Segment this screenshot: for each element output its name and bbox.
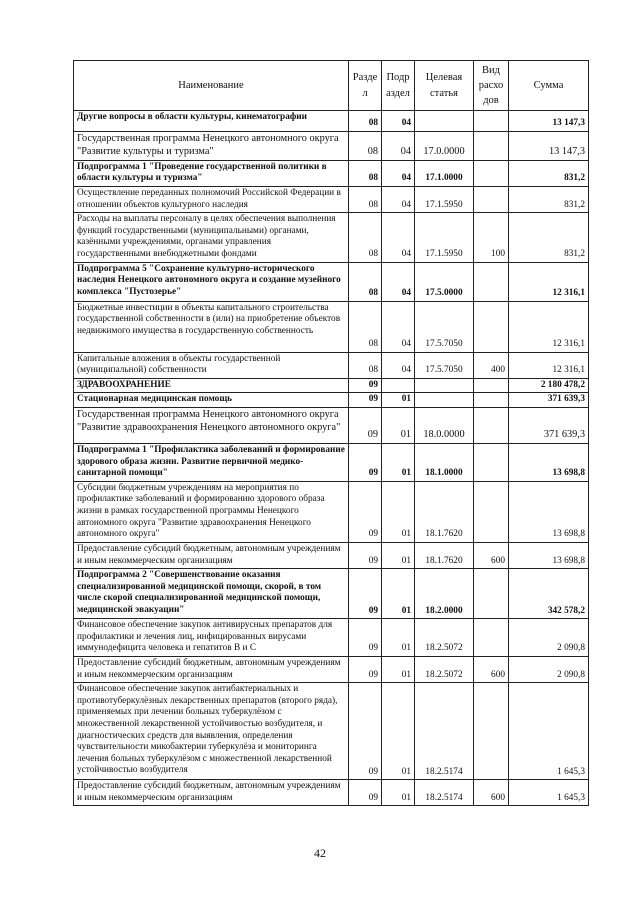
cell-name: Предоставление субсидий бюджетным, автономным учреждениям и иным некоммерческим организациям <box>74 780 349 806</box>
cell-podrazdel: 01 <box>382 656 415 682</box>
cell-razdel: 09 <box>349 481 382 542</box>
cell-podrazdel: 04 <box>382 132 415 161</box>
cell-razdel: 08 <box>349 186 382 212</box>
header-name: Наименование <box>74 61 349 111</box>
cell-statya: 18.2.5072 <box>415 619 474 657</box>
table-row <box>74 569 589 619</box>
cell-vid: 400 <box>474 352 509 378</box>
cell-statya: 17.1.0000 <box>415 160 474 186</box>
cell-razdel: 08 <box>349 301 382 352</box>
cell-vid <box>474 301 509 352</box>
cell-summa: 13 698,8 <box>509 481 589 542</box>
cell-vid <box>474 393 509 408</box>
cell-podrazdel: 04 <box>382 352 415 378</box>
cell-podrazdel: 04 <box>382 111 415 132</box>
cell-name: Расходы на выплаты персоналу в целях обеспечения выполнения функций государственными (муниципальными) органами, казёнными учреждениями, органами управления государственными внебюджетными фондами <box>74 213 349 262</box>
cell-summa: 13 698,8 <box>509 444 589 482</box>
cell-statya: 17.1.5950 <box>415 186 474 212</box>
cell-vid <box>474 262 509 301</box>
table-row <box>74 352 589 378</box>
table-row <box>74 481 589 542</box>
cell-vid <box>474 569 509 619</box>
cell-name: Капитальные вложения в объекты государственной (муниципальной) собственности <box>74 352 349 378</box>
cell-razdel: 08 <box>349 352 382 378</box>
cell-summa: 2 090,8 <box>509 656 589 682</box>
cell-summa: 2 090,8 <box>509 619 589 657</box>
cell-vid <box>474 378 509 393</box>
cell-name: Бюджетные инвестиции в объекты капитального строительства государственной собственности в (или) на приобретение объектов недвижимого имущества в государственную собственность <box>74 301 349 352</box>
cell-statya: 17.5.7050 <box>415 301 474 352</box>
cell-summa: 12 316,1 <box>509 352 589 378</box>
cell-vid <box>474 186 509 212</box>
cell-name: Подпрограмма 1 "Проведение государственной политики в области культуры и туризма" <box>74 160 349 186</box>
cell-razdel: 09 <box>349 569 382 619</box>
cell-razdel: 08 <box>349 213 382 262</box>
cell-vid <box>474 619 509 657</box>
header-summa: Сумма <box>509 61 589 111</box>
cell-name: Осуществление переданных полномочий Российской Федерации в отношении объектов культурного наследия <box>74 186 349 212</box>
cell-vid <box>474 444 509 482</box>
cell-podrazdel: 01 <box>382 444 415 482</box>
cell-podrazdel: 01 <box>382 393 415 408</box>
cell-razdel: 09 <box>349 683 382 780</box>
cell-podrazdel: 01 <box>382 569 415 619</box>
cell-razdel: 08 <box>349 132 382 161</box>
cell-vid <box>474 683 509 780</box>
table-row <box>74 132 589 161</box>
cell-statya: 18.2.5072 <box>415 656 474 682</box>
cell-razdel: 08 <box>349 262 382 301</box>
table-row <box>74 301 589 352</box>
cell-summa: 831,2 <box>509 186 589 212</box>
cell-podrazdel: 04 <box>382 160 415 186</box>
cell-statya: 17.1.5950 <box>415 213 474 262</box>
cell-razdel: 09 <box>349 542 382 568</box>
cell-statya: 18.1.0000 <box>415 444 474 482</box>
cell-podrazdel: 04 <box>382 213 415 262</box>
table-row <box>74 542 589 568</box>
cell-name: Финансовое обеспечение закупок антивирусных препаратов для профилактики и лечения лиц, инфицированных вирусами иммунодефицита человека и гепатитов В и С <box>74 619 349 657</box>
cell-podrazdel: 04 <box>382 262 415 301</box>
cell-name: Субсидии бюджетным учреждениям на мероприятия по профилактике заболеваний и формированию здорового образа жизни в рамках государственной программы Ненецкого автономного округа "Развитие здравоохранения Ненецкого автономного округа" <box>74 481 349 542</box>
cell-name: Государственная программа Ненецкого автономного округа "Развитие культуры и туризма" <box>74 132 349 161</box>
table-row <box>74 186 589 212</box>
cell-statya: 17.5.0000 <box>415 262 474 301</box>
cell-razdel: 08 <box>349 160 382 186</box>
cell-podrazdel: 04 <box>382 186 415 212</box>
cell-name: Финансовое обеспечение закупок антибактериальных и противотуберкулёзных лекарственных препаратов (второго ряда), применяемых при лечении больных туберкулёзом с множественной лекарственной устойчивостью возбудителя, и диагностических средств для выявления, определения чувствительности микобактерии туберкулёза и мониторинга лечения больных туберкулёзом с множественной лекарственной устойчивостью возбудителя <box>74 683 349 780</box>
cell-podrazdel: 01 <box>382 542 415 568</box>
cell-vid: 600 <box>474 780 509 806</box>
cell-razdel: 09 <box>349 656 382 682</box>
header-statya: Целевая статья <box>415 61 474 111</box>
cell-name: Подпрограмма 1 "Профилактика заболеваний и формирование здорового образа жизни. Развитие первичной медико-санитарной помощи" <box>74 444 349 482</box>
cell-name: Стационарная медицинская помощь <box>74 393 349 408</box>
cell-statya: 18.0.0000 <box>415 408 474 444</box>
cell-podrazdel: 01 <box>382 481 415 542</box>
cell-razdel: 09 <box>349 444 382 482</box>
cell-podrazdel: 01 <box>382 780 415 806</box>
table-row <box>74 111 589 132</box>
cell-statya: 18.2.0000 <box>415 569 474 619</box>
cell-razdel: 09 <box>349 780 382 806</box>
cell-statya: 18.2.5174 <box>415 683 474 780</box>
cell-podrazdel: 01 <box>382 619 415 657</box>
cell-statya <box>415 393 474 408</box>
table-row <box>74 444 589 482</box>
cell-vid <box>474 481 509 542</box>
table-row <box>74 160 589 186</box>
cell-summa: 831,2 <box>509 160 589 186</box>
cell-podrazdel: 04 <box>382 301 415 352</box>
cell-podrazdel: 01 <box>382 408 415 444</box>
cell-vid: 100 <box>474 213 509 262</box>
cell-summa: 12 316,1 <box>509 262 589 301</box>
cell-vid <box>474 132 509 161</box>
cell-statya <box>415 111 474 132</box>
cell-summa: 13 147,3 <box>509 132 589 161</box>
cell-razdel: 09 <box>349 619 382 657</box>
cell-summa: 13 147,3 <box>509 111 589 132</box>
cell-razdel: 09 <box>349 393 382 408</box>
cell-razdel: 08 <box>349 111 382 132</box>
table-row <box>74 656 589 682</box>
cell-razdel: 09 <box>349 408 382 444</box>
table-row <box>74 780 589 806</box>
page-number: 42 <box>314 846 326 860</box>
table-row <box>74 408 589 444</box>
cell-summa: 371 639,3 <box>509 393 589 408</box>
cell-summa: 1 645,3 <box>509 683 589 780</box>
cell-vid: 600 <box>474 656 509 682</box>
cell-name: ЗДРАВООХРАНЕНИЕ <box>74 378 349 393</box>
table-body <box>74 111 589 806</box>
cell-statya: 18.1.7620 <box>415 542 474 568</box>
cell-summa: 831,2 <box>509 213 589 262</box>
cell-statya: 17.5.7050 <box>415 352 474 378</box>
table-row <box>74 683 589 780</box>
cell-statya: 17.0.0000 <box>415 132 474 161</box>
table-row <box>74 619 589 657</box>
cell-podrazdel: 01 <box>382 683 415 780</box>
budget-table <box>73 60 589 806</box>
cell-vid <box>474 160 509 186</box>
table-row <box>74 262 589 301</box>
header-podrazdel: Подр аздел <box>382 61 415 111</box>
cell-summa: 371 639,3 <box>509 408 589 444</box>
cell-summa: 342 578,2 <box>509 569 589 619</box>
table-row <box>74 393 589 408</box>
cell-name: Предоставление субсидий бюджетным, автономным учреждениям и иным некоммерческим организациям <box>74 656 349 682</box>
table-row <box>74 378 589 393</box>
table-header-row <box>74 61 589 111</box>
cell-podrazdel <box>382 378 415 393</box>
cell-vid <box>474 111 509 132</box>
cell-vid <box>474 408 509 444</box>
cell-summa: 12 316,1 <box>509 301 589 352</box>
cell-name: Подпрограмма 5 "Сохранение культурно-исторического наследия Ненецкого автономного округа и создание музейного комплекса "Пустозерье" <box>74 262 349 301</box>
cell-name: Предоставление субсидий бюджетным, автономным учреждениям и иным некоммерческим организациям <box>74 542 349 568</box>
cell-statya <box>415 378 474 393</box>
cell-name: Другие вопросы в области культуры, кинематографии <box>74 111 349 132</box>
cell-summa: 13 698,8 <box>509 542 589 568</box>
cell-summa: 2 180 478,2 <box>509 378 589 393</box>
cell-razdel: 09 <box>349 378 382 393</box>
cell-vid: 600 <box>474 542 509 568</box>
cell-name: Государственная программа Ненецкого автономного округа "Развитие здравоохранения Ненецкого автономного округа" <box>74 408 349 444</box>
cell-name: Подпрограмма 2 "Совершенствование оказания специализированной медицинской помощи, скорой, в том числе скорой специализированной медицинской помощи, медицинской эвакуации" <box>74 569 349 619</box>
cell-statya: 18.2.5174 <box>415 780 474 806</box>
header-vid: Вид расхо дов <box>474 61 509 111</box>
cell-summa: 1 645,3 <box>509 780 589 806</box>
table-row <box>74 213 589 262</box>
cell-statya: 18.1.7620 <box>415 481 474 542</box>
header-razdel: Разде л <box>349 61 382 111</box>
